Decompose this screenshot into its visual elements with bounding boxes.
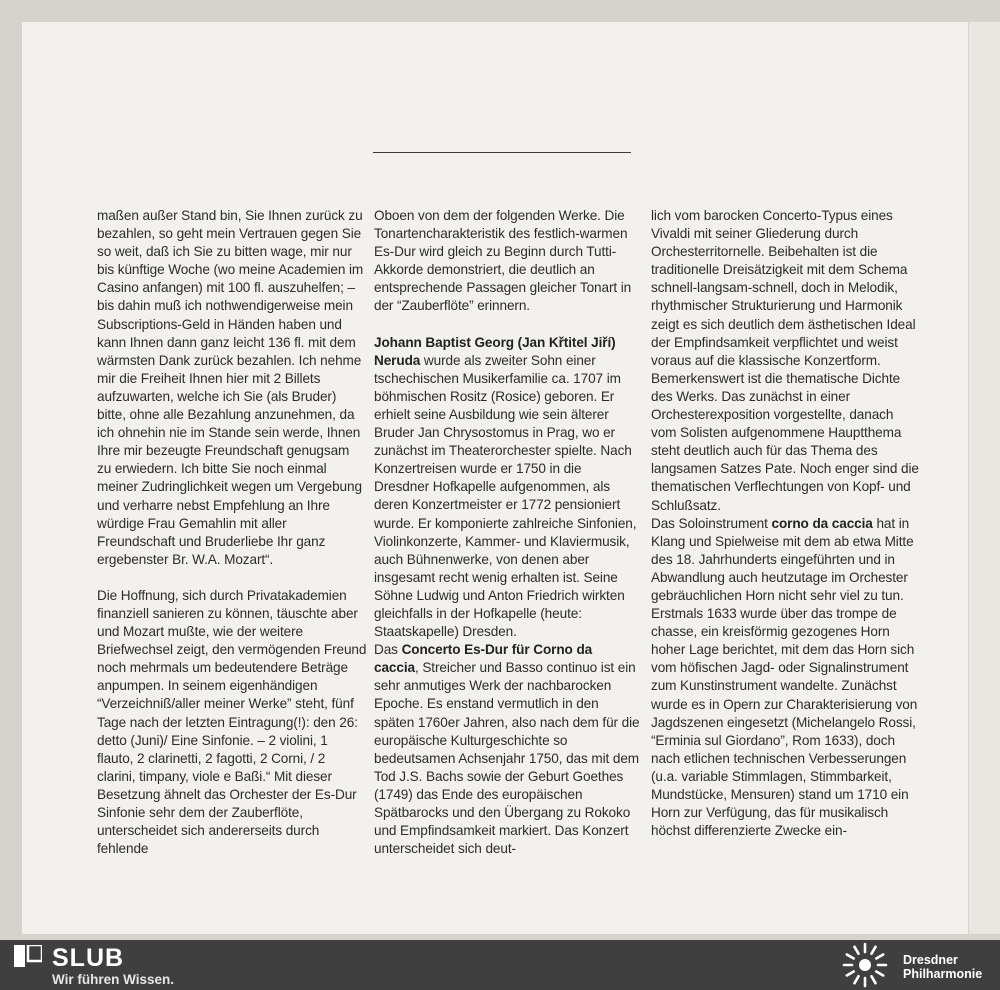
slub-title: SLUB — [52, 944, 125, 972]
text-column-2 — [374, 207, 640, 858]
paragraph-text: hat in Klang und Spielweise mit dem ab etwa Mitte des 18. Jahrhunderts eingeführten und in Abwandlung auch heutzutage im Orchester gebräuchlichen Horn nicht sehr viel zu tun. Erstmals 1633 wurde über das trompe de chasse, ein kreisförmig gezogenes Horn hoher Lage berichtet, mit dem das Horn sich vom höfischen Jagd- oder Signalinstrument zum Kunstinstrument wandelte. Zunächst wurde es in Opern zur Charakterisierung von Jagdszenen eingesetzt (Michelangelo Rossi, “Erminia sul Giordano”, Rom 1633), doch nach etlichen technischen Verbesserungen (u.a. variable Stimmlagen, Stimmbarkeit, Mundstücke, Mensuren) stand um 1710 ein Horn zur Verfügung, das für musikalisch höchst differenzierte Zwecke ein- — [651, 515, 918, 839]
paragraph-text: , Streicher und Basso continuo ist ein sehr anmutiges Werk der nachbarocken Epoche. Es enstand vermutlich in den späten 1760er Jahren, also nach dem für die europäische Kulturgeschichte so bedeutsamen Achsenjahr 1750, das mit dem Tod J.S. Bachs sowie der Geburt Goethes (1749) das Ende des europäischen Spätbarocks und den Übergang zu Rokoko und Empfindsamkeit markiert. Das Konzert unterscheidet sich deut- — [374, 660, 640, 857]
paragraph: maßen außer Stand bin, Sie Ihnen zurück zu bezahlen, so geht mein Vertrauen gegen Sie so weit, daß ich Sie zu bitten wage, mir nur bis künftige Woche (wo meine Academien im Casino anfangen) mit 100 fl. auszuhelfen; – bis dahin muß ich nothwendigerweise mein Subscriptions-Geld in Händen haben und kann Ihnen dann ganz leicht 136 fl. mit dem wärmsten Dank zurück bezahlen. Ich nehme mir die Freiheit Ihnen hier mit 2 Billets aufzuwarten, welche ich Sie (als Bruder) bitte, ohne alle Bezahlung anzunehmen, da ich ohnehin nie im Stande sein werde, Ihnen Ihre mir bezeugte Freundschaft genugsam zu erwiedern. Ich bitte Sie noch einmal meiner Zudringlichkeit wegen um Vergebung und verharre nebst Empfehlung an Ihre würdige Frau Gemahlin mit aller Freundschaft und Bruderliebe Ihr ganz ergebenster Br. W.A. Mozart“. — [97, 208, 364, 567]
slub-tagline: Wir führen Wissen. — [52, 972, 175, 987]
text-column-1 — [97, 207, 367, 858]
paragraph — [651, 515, 919, 841]
paragraph-text: Das Soloinstrument — [651, 515, 772, 531]
paragraph: Oboen von dem der folgenden Werke. Die Tonartencharakteristik des festlich-warmen Es-Dur wird gleich zu Beginn durch Tutti-Akkorde demonstriert, die deutlich an entsprechende Passagen gleicher Tonart in der “Zauberflöte” erinnern. — [374, 208, 632, 314]
paragraph-text: wurde als zweiter Sohn einer tschechischen Musikerfamilie ca. 1707 im böhmischen Rositz (Rosice) geboren. Er erhielt seine Ausbildung wie sein älterer Bruder Jan Chrysostomus in Prag, wo er zunächst im Theaterorchester spielte. Nach Konzertreisen wurde er 1750 in die Dresdner Hofkapelle aufgenommen, als deren Konzertmeister er 1772 pensioniert wurde. Er komponierte zahlreiche Sinfonien, Violinkonzerte, Kammer- und Klaviermusik, auch Bühnenwerke, von denen aber insgesamt recht wenig erhalten ist. Seine Söhne Ludwig und Anton Friedrich wirkten gleichfalls in der Hofkapelle (heute: Staatskapelle) Dresden. — [374, 352, 637, 640]
text-column-3 — [651, 207, 919, 840]
philharmonie-sunburst-icon — [840, 940, 890, 990]
wordmark-line: Philharmonie — [903, 967, 983, 981]
header-rule — [373, 152, 631, 153]
page-edge — [968, 22, 1000, 934]
paragraph-text: Das — [374, 642, 402, 658]
paragraph — [374, 334, 640, 642]
philharmonie-wordmark — [903, 953, 982, 981]
paragraph: Die Hoffnung, sich durch Privatakademien finanziell sanieren zu können, täuschte aber und Mozart mußte, wie der weitere Briefwechsel zeigt, den vermögenden Freund noch mehrmals um bedeutendere Beträge anpumpen. In seinem eigenhändigen “Verzeichniß/aller meiner Werke” steht, fünf Tage nach der letzten Eintragung(!): den 26: detto (Juni)/ Eine Sinfonie. – 2 violini, 1 flauto, 2 clarinetti, 2 fagotti, 2 Corni, / 2 clarini, timpany, viole e Baßi.“ Mit dieser Besetzung ähnelt das Orchester der Es-Dur Sinfonie sehr dem der Zauberflöte, unterscheidet sich andererseits durch fehlende — [97, 587, 367, 857]
composer-name: Johann Baptist Georg (Jan Křtitel Jiří) Neruda — [374, 334, 616, 368]
work-title: Concerto Es-Dur für Corno da caccia — [374, 642, 593, 676]
paragraph: lich vom barocken Concerto-Typus eines Vivaldi mit seiner Gliederung durch Orchesterritornelle. Beibehalten ist die traditionelle Dreisätzigkeit mit dem Schema schnell-langsam-schnell, doch in Melodik, rhythmischer Strukturierung und Harmonik zeigt es sich deutlich dem ästhetischen Ideal der Empfindsamkeit verpflichtet und weist voraus auf die klassische Konzertform. Bemerkenswert ist die thematische Dichte des Werks. Das zunächst in einer Orchesterexposition vorgestellte, danach vom Solisten aufgenommene Hauptthema steht deutlich auch für das Thema des langsamen Satzes Pate. Noch enger sind die thematischen Verflechtungen von Kopf- und Schlußsatz. — [651, 208, 919, 513]
paragraph — [374, 641, 640, 858]
slub-book-icon — [14, 945, 42, 967]
footer-bar — [0, 940, 1000, 990]
instrument-name: corno da caccia — [771, 515, 873, 531]
wordmark-line: Dresdner — [903, 953, 958, 967]
